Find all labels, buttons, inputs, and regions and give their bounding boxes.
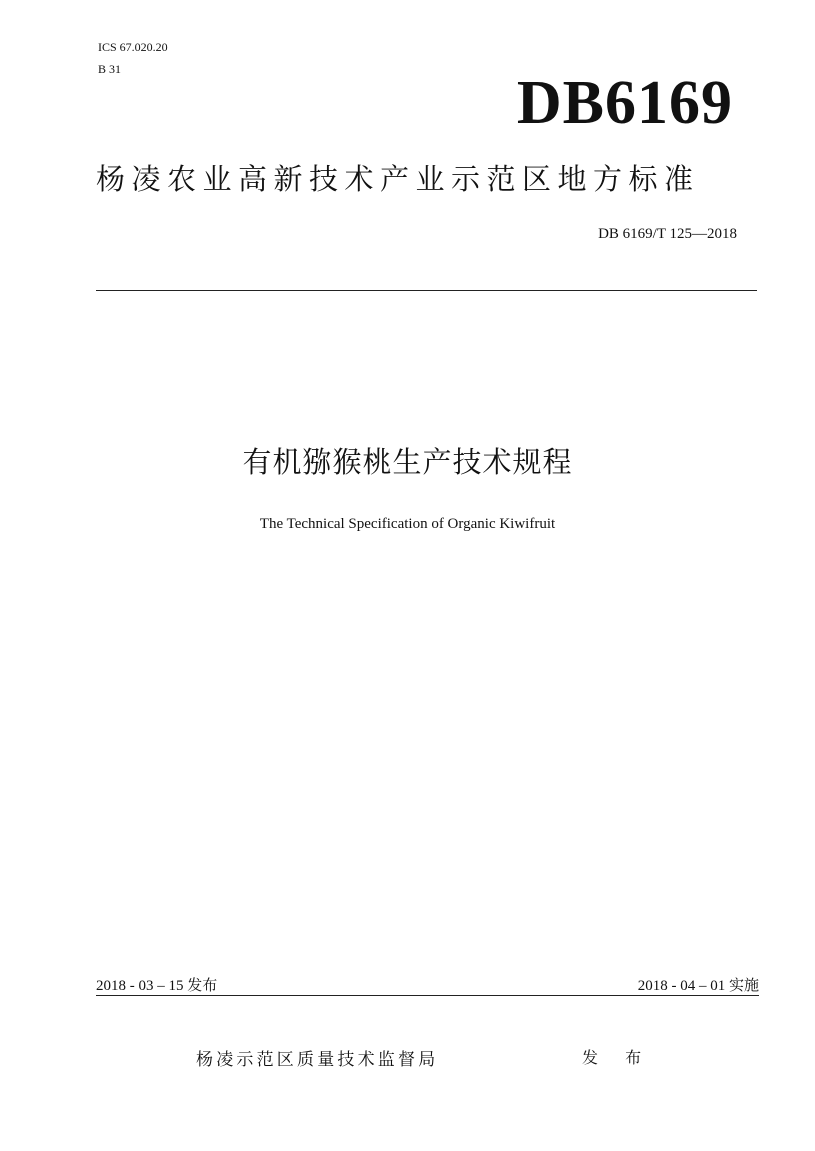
implementation-label: 实施	[728, 976, 759, 994]
db-logo: DB6169	[516, 69, 733, 137]
implementation-date-line	[638, 975, 759, 996]
bottom-divider	[96, 995, 759, 996]
document-title-chinese: 有机猕猴桃生产技术规程	[242, 445, 573, 479]
ccs-code: B 31	[98, 62, 122, 76]
issued-label: 发 布	[582, 1048, 653, 1067]
implementation-date: 2018 - 04 – 01	[637, 978, 726, 994]
issue-label: 发布	[187, 976, 218, 994]
issue-date-line	[96, 975, 217, 996]
issue-date: 2018 - 03 – 15	[96, 978, 184, 994]
top-divider	[96, 290, 757, 291]
standard-number: DB 6169/T 125—2018	[598, 226, 737, 242]
issuing-authority: 杨凌示范区质量技术监督局	[196, 1050, 439, 1070]
document-title-english: The Technical Specification of Organic Kiwifruit	[259, 516, 556, 532]
ics-code: ICS 67.020.20	[98, 40, 168, 54]
standard-type-title: 杨凌农业高新技术产业示范区地方标准	[96, 162, 700, 196]
